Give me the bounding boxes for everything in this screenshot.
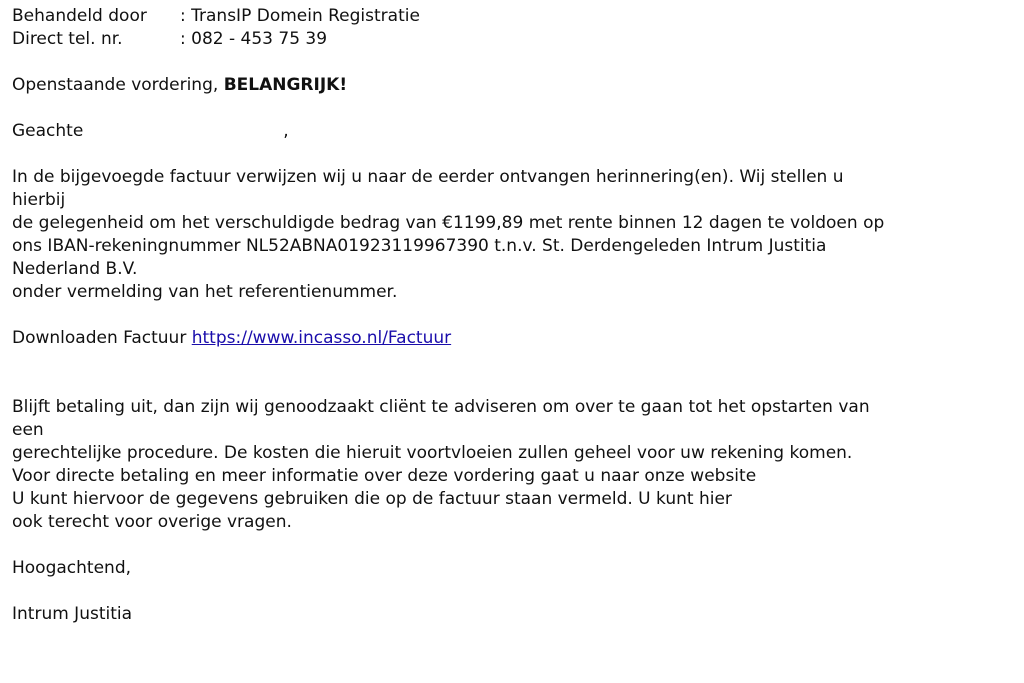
download-line — [12, 327, 1012, 350]
paragraph-invoice — [12, 166, 1012, 304]
invoice-download-link[interactable]: https://www.incasso.nl/Factuur — [191, 328, 452, 348]
subject-prefix: Openstaande vordering, — [12, 75, 224, 95]
download-label: Downloaden Factuur — [12, 328, 192, 348]
closing-line: Hoogachtend, — [12, 558, 132, 578]
paragraph-line: ook terecht voor overige vragen. — [12, 512, 292, 532]
spacer — [12, 304, 1012, 327]
direct-tel-row — [12, 28, 1012, 51]
greeting-salutation: Geachte — [12, 121, 84, 141]
paragraph-line: Blijft betaling uit, dan zijn wij genoodzaakt cliënt te adviseren om over te gaan tot het opstarten van — [12, 397, 870, 417]
paragraph-line: Voor directe betaling en meer informatie over deze vordering gaat u naar onze website — [12, 466, 757, 486]
greeting-line — [12, 120, 1012, 143]
paragraph-line: een — [12, 420, 44, 440]
paragraph-line: U kunt hiervoor de gegevens gebruiken die op de factuur staan vermeld. U kunt hier — [12, 489, 732, 509]
greeting-comma: , — [283, 121, 289, 141]
direct-tel-value: : 082 - 453 75 39 — [180, 29, 328, 49]
paragraph-line: In de bijgevoegde factuur verwijzen wij u naar de eerder ontvangen herinnering(en). Wij stellen u — [12, 167, 844, 187]
spacer — [12, 580, 1012, 603]
email-body — [12, 5, 1012, 626]
paragraph-warning — [12, 396, 1012, 534]
paragraph-line: Nederland B.V. — [12, 259, 138, 279]
spacer — [12, 143, 1012, 166]
paragraph-line: gerechtelijke procedure. De kosten die hieruit voortvloeien zullen geheel voor uw rekening komen. — [12, 443, 853, 463]
spacer — [12, 97, 1012, 120]
spacer — [12, 373, 1012, 396]
paragraph-line: ons IBAN-rekeningnummer NL52ABNA01923119967390 t.n.v. St. Derdengeleden Intrum Justitia — [12, 236, 827, 256]
spacer — [12, 350, 1012, 373]
direct-tel-label: Direct tel. nr. — [12, 29, 123, 49]
paragraph-line: hierbij — [12, 190, 66, 210]
handled-by-row — [12, 5, 1012, 28]
handled-by-value: : TransIP Domein Registratie — [180, 6, 420, 26]
handled-by-label: Behandeld door — [12, 6, 147, 26]
subject-emphasis: BELANGRIJK! — [223, 75, 348, 95]
spacer — [12, 534, 1012, 557]
spacer — [12, 51, 1012, 74]
paragraph-line: de gelegenheid om het verschuldigde bedrag van €1199,89 met rente binnen 12 dagen te voldoen op — [12, 213, 885, 233]
paragraph-line: onder vermelding van het referentienummer. — [12, 282, 398, 302]
subject-line — [12, 74, 1012, 97]
signature: Intrum Justitia — [12, 604, 133, 624]
